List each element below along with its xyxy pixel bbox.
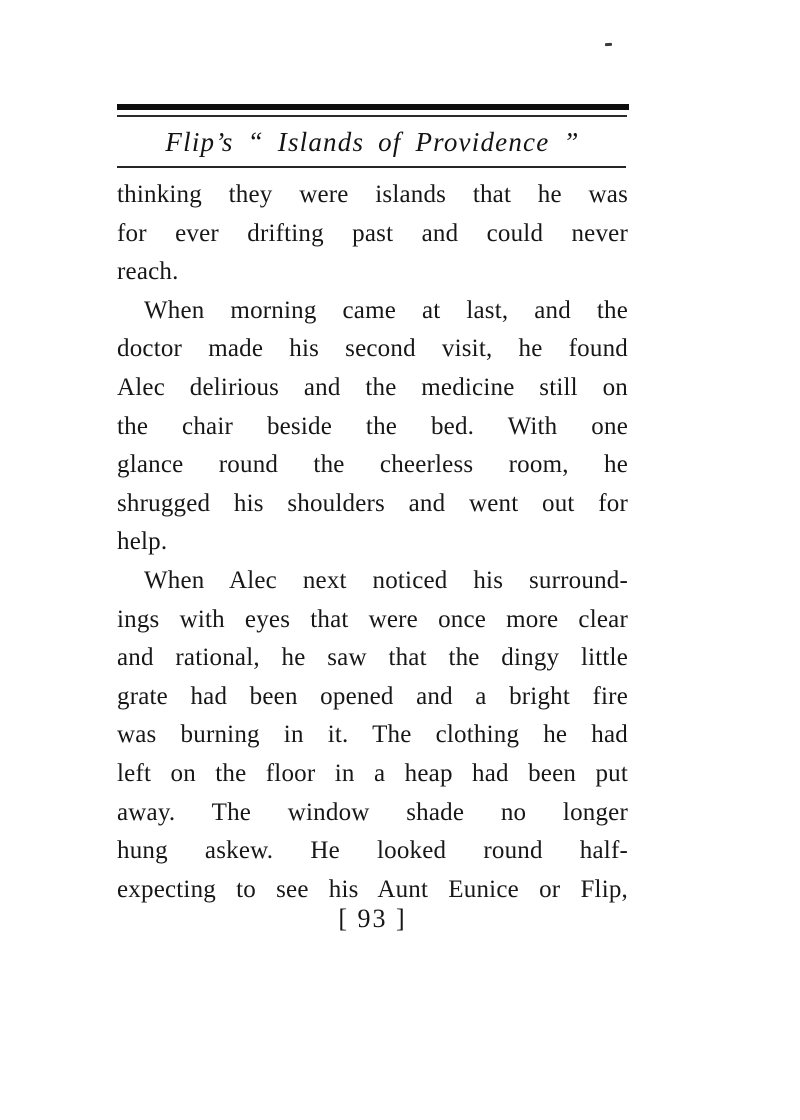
text-line: expecting to see his Aunt Eunice or Flip, xyxy=(117,875,628,903)
text-line: and rational, he saw that the dingy little xyxy=(117,644,628,672)
header-underline-rule xyxy=(117,166,626,168)
text-line: for ever drifting past and could never xyxy=(117,219,628,247)
header-rule-thick xyxy=(117,104,629,110)
header-rule-thin xyxy=(117,115,627,117)
text-line: shrugged his shoulders and went out for xyxy=(117,489,628,517)
text-line: was burning in it. The clothing he had xyxy=(117,721,628,749)
text-line: doctor made his second visit, he found xyxy=(117,335,628,363)
running-header: Flip’s “ Islands of Providence ” xyxy=(165,127,580,157)
body-text xyxy=(117,176,628,909)
text-line: Alec delirious and the medicine still on xyxy=(117,373,628,401)
stray-ink-mark xyxy=(605,43,612,46)
text-line: left on the floor in a heap had been put xyxy=(117,759,628,787)
text-line: grate had been opened and a bright fire xyxy=(117,682,628,710)
text-line: glance round the cheerless room, he xyxy=(117,451,628,479)
text-line: help. xyxy=(117,528,168,556)
text-line: When morning came at last, and the xyxy=(144,296,628,324)
text-line: When Alec next noticed his surround- xyxy=(144,566,628,594)
page-number: [ 93 ] xyxy=(338,904,407,933)
text-line: the chair beside the bed. With one xyxy=(117,412,628,440)
text-line: away. The window shade no longer xyxy=(117,798,628,826)
text-line: hung askew. He looked round half- xyxy=(117,837,628,865)
text-line: thinking they were islands that he was xyxy=(117,181,628,208)
text-line: reach. xyxy=(117,258,179,286)
text-line: ings with eyes that were once more clear xyxy=(117,605,628,633)
